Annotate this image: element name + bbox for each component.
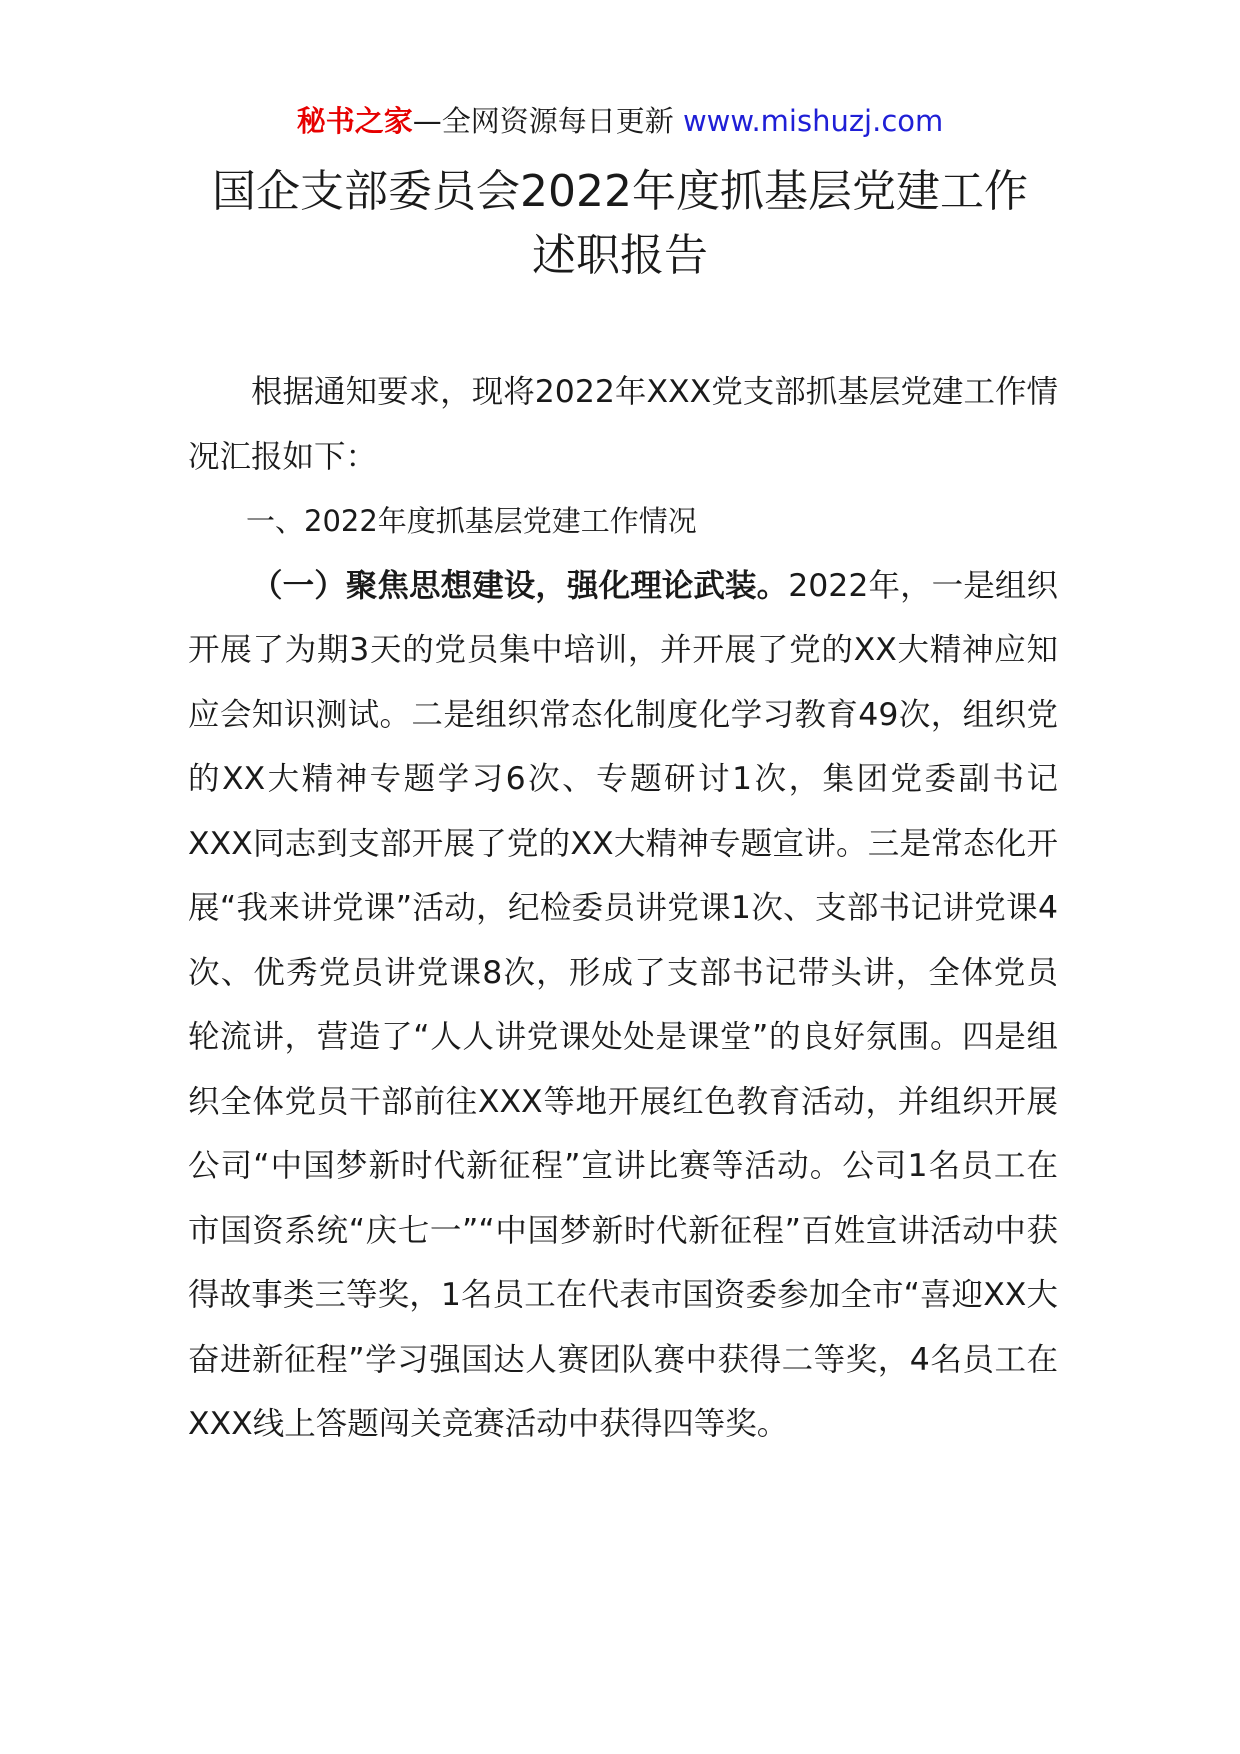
paragraph-1 <box>188 554 1058 1457</box>
header-tagline: —全网资源每日更新 <box>412 104 674 138</box>
intro-paragraph: 根据通知要求，现将2022年XXX党支部抓基层党建工作情况汇报如下： <box>188 374 1058 475</box>
title-line-2: 述职报告 <box>532 230 708 281</box>
paragraph-1-body: 2022年，一是组织开展了为期3天的党员集中培训，并开展了党的XX大精神应知应会知识测试。二是组织常态化制度化学习教育49次，组织党的XX大精神专题学习6次、专题研讨1次，集团党委副书记XXX同志到支部开展了党的XX大精神专题宣讲。三是常态化开展“我来讲党课”活动，纪检委员讲党课1次、支部书记讲党课4次、优秀党员讲党课8次，形成了支部书记带头讲，全体党员轮流讲，营造了“人人讲党课处处是课堂”的良好氛围。四是组织全体党员干部前往XXX等地开展红色教育活动，并组织开展公司“中国梦新时代新征程”宣讲比赛等活动。公司1名员工在市国资系统“庆七一”“中国梦新时代新征程”百姓宣讲活动中获得故事类三等奖，1名员工在代表市国资委参加全市“喜迎XX大奋进新征程”学习强国达人赛团队赛中获得二等奖，4名员工在XXX线上答题闯关竞赛活动中获得四等奖。 <box>188 567 1058 1442</box>
document-title <box>140 160 1100 288</box>
section-heading: 一、2022年度抓基层党建工作情况 <box>246 504 697 538</box>
brand-name: 秘书之家 <box>296 104 413 138</box>
site-url-link[interactable]: www.mishuzj.com <box>682 104 944 138</box>
document-body <box>188 360 1058 1457</box>
title-line-1: 国企支部委员会2022年度抓基层党建工作 <box>212 166 1028 217</box>
site-header <box>0 100 1240 142</box>
paragraph-1-lead: （一）聚焦思想建设，强化理论武装。 <box>251 567 789 604</box>
